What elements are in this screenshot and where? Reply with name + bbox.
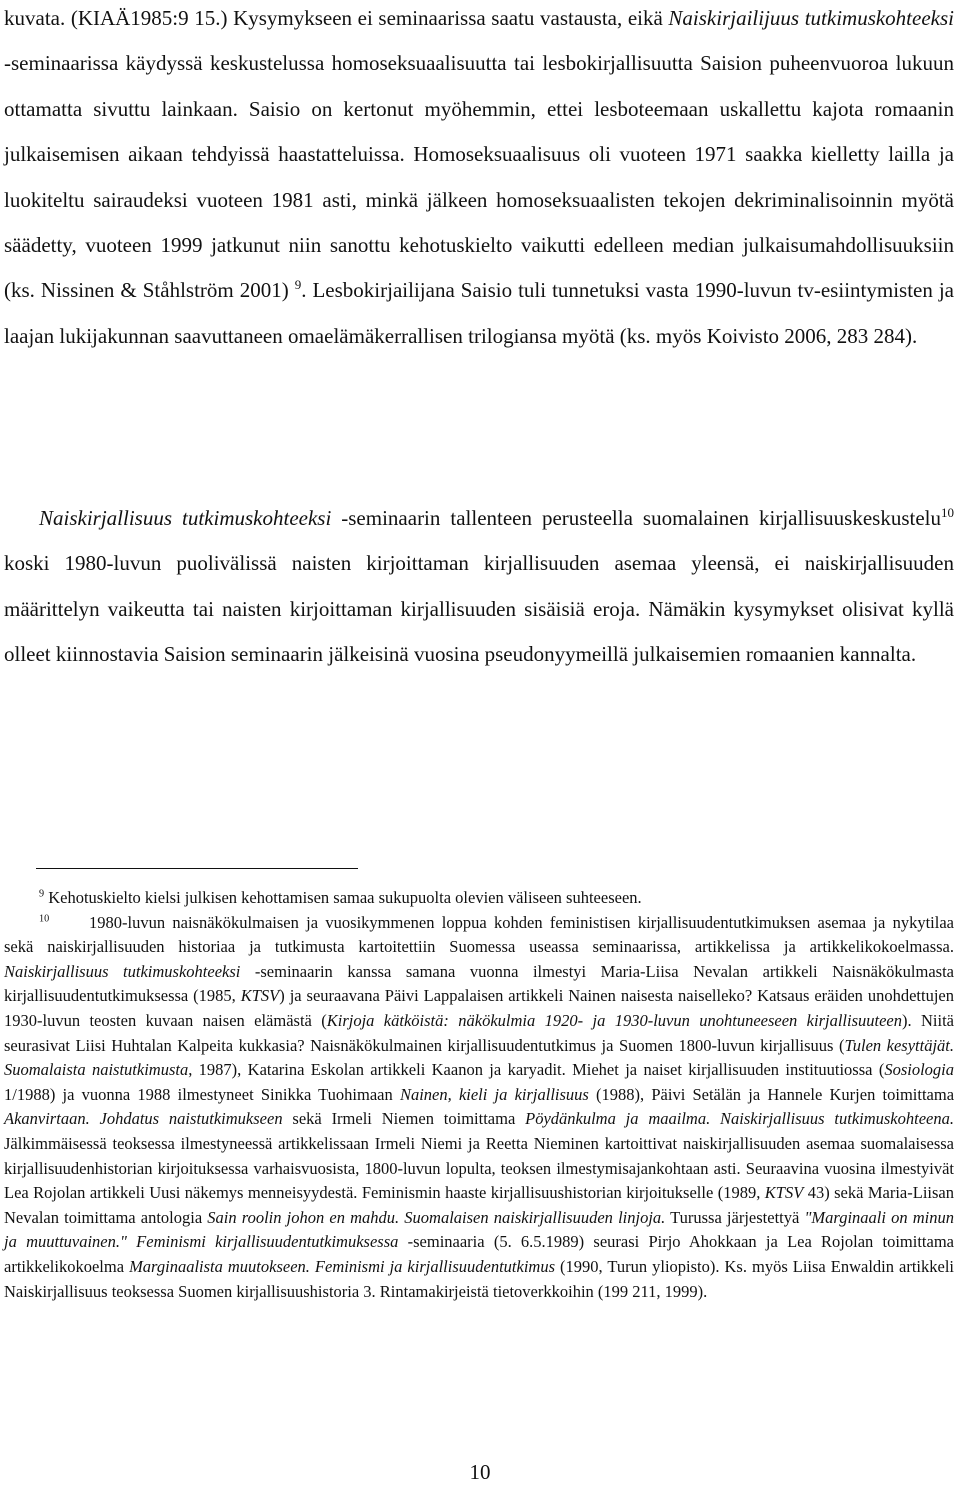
body-paragraph-1	[4, 0, 954, 359]
footnote-10	[4, 911, 954, 1305]
text-run: kuvata. (KIAÄ1985:9 15.) Kysymykseen ei seminaarissa saatu vastausta, eikä	[4, 6, 669, 30]
italic-text: KTSV	[240, 986, 280, 1006]
footnotes	[4, 886, 954, 1304]
text-run: (1990, Turun yliopisto). Ks. myös Liisa Enwaldin artikkeli Naiskirjallisuus teoksessa Suomen kirjallisuushistoria 3. Rintamakirjeistä tietoverkkoihin (199 211, 1999).	[4, 1256, 954, 1301]
text-run: -seminaarin kanssa samana vuonna ilmestyi Maria-Liisa Nevalan artikkeli Naisnäkökulmasta kirjallisuudentutkimuksessa (1985,	[4, 961, 954, 1006]
text-run: -seminaarissa käydyssä keskustelussa homoseksuaalisuutta tai lesbokirjallisuutta Saision puheenvuoroa lukuun ottamatta sivuttu lainkaan. Saisio on kertonut myöhemmin, ettei lesboteemaan uskallettu kajota romaanin julkaisemisen aikaan tehdyissä haastatteluissa. Homoseksuaalisuus oli vuoteen 1971 saakka kielletty lailla ja luokiteltu sairaudeksi vuoteen 1981 asti, minkä jälkeen homoseksuaalisten tekojen dekriminalisoinnin myötä säädetty, vuoteen 1999 jatkunut niin sanottu kehotuskielto vaikutti edelleen median julkaisumahdollisuuksiin (ks. Nissinen & Ståhlström 2001)	[4, 51, 954, 303]
text-run: ). Niitä seurasivat Liisi Huhtalan Kalpeita kukkasia? Naisnäkökulmainen kirjallisuudentutkimus ja Suomen 1800-luvun kirjallisuus (	[4, 1010, 954, 1055]
footnote-separator	[36, 868, 358, 869]
footnote-marker: 10	[39, 913, 50, 925]
text-run: Jälkimmäisessä teoksessa ilmestyneessä artikkelissaan Irmeli Niemi ja Reetta Nieminen kartoittivat naiskirjallisuuden asemaa suomalaisessa kirjallisuudenhistorian kirjoituksessa varhaisvuosista, 1800-luvun lopulta, teoksen ilmestymisajankohtaan asti. Seuraavina vuosina ilmestyivät Lea Rojolan artikkeli Uusi näkemys menneisyydestä. Feminismin haaste kirjallisuushistorian kirjoitukselle (1989,	[4, 1133, 954, 1203]
footnote-9	[4, 886, 954, 911]
italic-text: KTSV	[764, 1183, 804, 1203]
text-run: ) ja seuraavana Päivi Lappalaisen artikkeli Nainen naisesta naiselleko? Katsaus eräiden unohdettujen 1930-luvun teosten kuvaan naisen elämästä (	[4, 986, 954, 1030]
italic-text: Marginaalista muutokseen. Feminismi ja kirjallisuudentutkimus	[129, 1256, 556, 1276]
footnote-reference: 9	[294, 277, 302, 293]
footnote-reference: 10	[941, 504, 955, 520]
text-run: 1/1988) ja vuonna 1988 ilmestyneet Sinikka Tuohimaan	[4, 1084, 400, 1104]
italic-text: Kirjoja kätköistä: näkökulmia 1920- ja 1930-luvun unohtuneeseen kirjallisuuteen	[326, 1010, 902, 1030]
italic-text: Sain roolin johon en mahdu. Suomalaisen naiskirjallisuuden linjoja.	[207, 1207, 666, 1227]
text-run: Turussa järjestettyä	[665, 1207, 805, 1227]
italic-text: Nainen, kieli ja kirjallisuus	[399, 1084, 589, 1104]
text-run: -seminaarin tallenteen perusteella suomalainen kirjallisuuskeskustelu	[331, 506, 941, 530]
body-paragraph-2	[4, 496, 954, 678]
footnote-marker-gap	[39, 911, 89, 936]
text-run: (1988), Päivi Setälän ja Hannele Kurjen toimittama	[588, 1084, 955, 1104]
text-run: koski 1980-luvun puolivälissä naisten kirjoittaman kirjallisuuden asemaa yleensä, ei naiskirjallisuuden määrittelyn vaikeutta tai naisten kirjoittaman kirjallisuuden sisäisiä eroja. Nämäkin kysymykset olisivat kyllä olleet kiinnostavia Saision seminaarin jälkeisinä vuosina pseudonyymeillä julkaisemien romaanien kannalta.	[4, 551, 954, 667]
text-run: , 1987), Katarina Eskolan artikkeli Kaanon ja karyadit. Miehet ja naiset kirjallisuuden instituutiossa (	[188, 1060, 885, 1080]
text-run: 1980-luvun naisnäkökulmaisen ja vuosikymmenen loppua kohden feministisen kirjallisuudentutkimuksen asemaa ja nykytilaa sekä naiskirjallisuuden historiaa ja tutkimusta kartoitettiin Suomessa useassa seminaarissa, artikkelissa ja artikkelikokoelmassa.	[4, 912, 954, 957]
text-run: Kehotuskielto kielsi julkisen kehottamisen samaa sukupuolta olevien väliseen suhteeseen.	[48, 888, 642, 907]
text-run: sekä Irmeli Niemen toimittama	[282, 1109, 526, 1129]
italic-text: Pöydänkulma ja maailma. Naiskirjallisuus tutkimuskohteena.	[525, 1109, 954, 1129]
text-run: . Lesbokirjailijana Saisio tuli tunnetuksi vasta 1990-luvun tv-esiintymisten ja laajan lukijakunnan saavuttaneen omaelämäkerrallisen trilogiansa myötä (ks. myös Koivisto 2006, 283 284).	[4, 278, 955, 348]
italic-text: Naiskirjallisuus tutkimuskohteeksi	[39, 506, 332, 530]
italic-text: Naiskirjailijuus tutkimuskohteeksi	[668, 6, 954, 30]
italic-text: Akanvirtaan. Johdatus naistutkimukseen	[4, 1109, 283, 1129]
page-number: 10	[469, 1460, 491, 1484]
italic-text: Tulen kesyttäjät. Suomalaista naistutkimusta	[4, 1035, 954, 1080]
text-run: 43) sekä Maria-Liisan Nevalan toimittama antologia	[4, 1183, 954, 1227]
italic-text: Sosiologia	[884, 1060, 954, 1080]
footnote-marker: 9	[39, 888, 45, 900]
italic-text: Naiskirjallisuus tutkimuskohteeksi	[4, 961, 241, 981]
italic-text: "Marginaali on minun ja muuttuvainen." Feminismi kirjallisuudentutkimuksessa	[4, 1207, 954, 1252]
text-run: -seminaaria (5. 6.5.1989) seurasi Pirjo Ahokkaan ja Lea Rojolan toimittama artikkelikokoelma	[4, 1232, 954, 1276]
